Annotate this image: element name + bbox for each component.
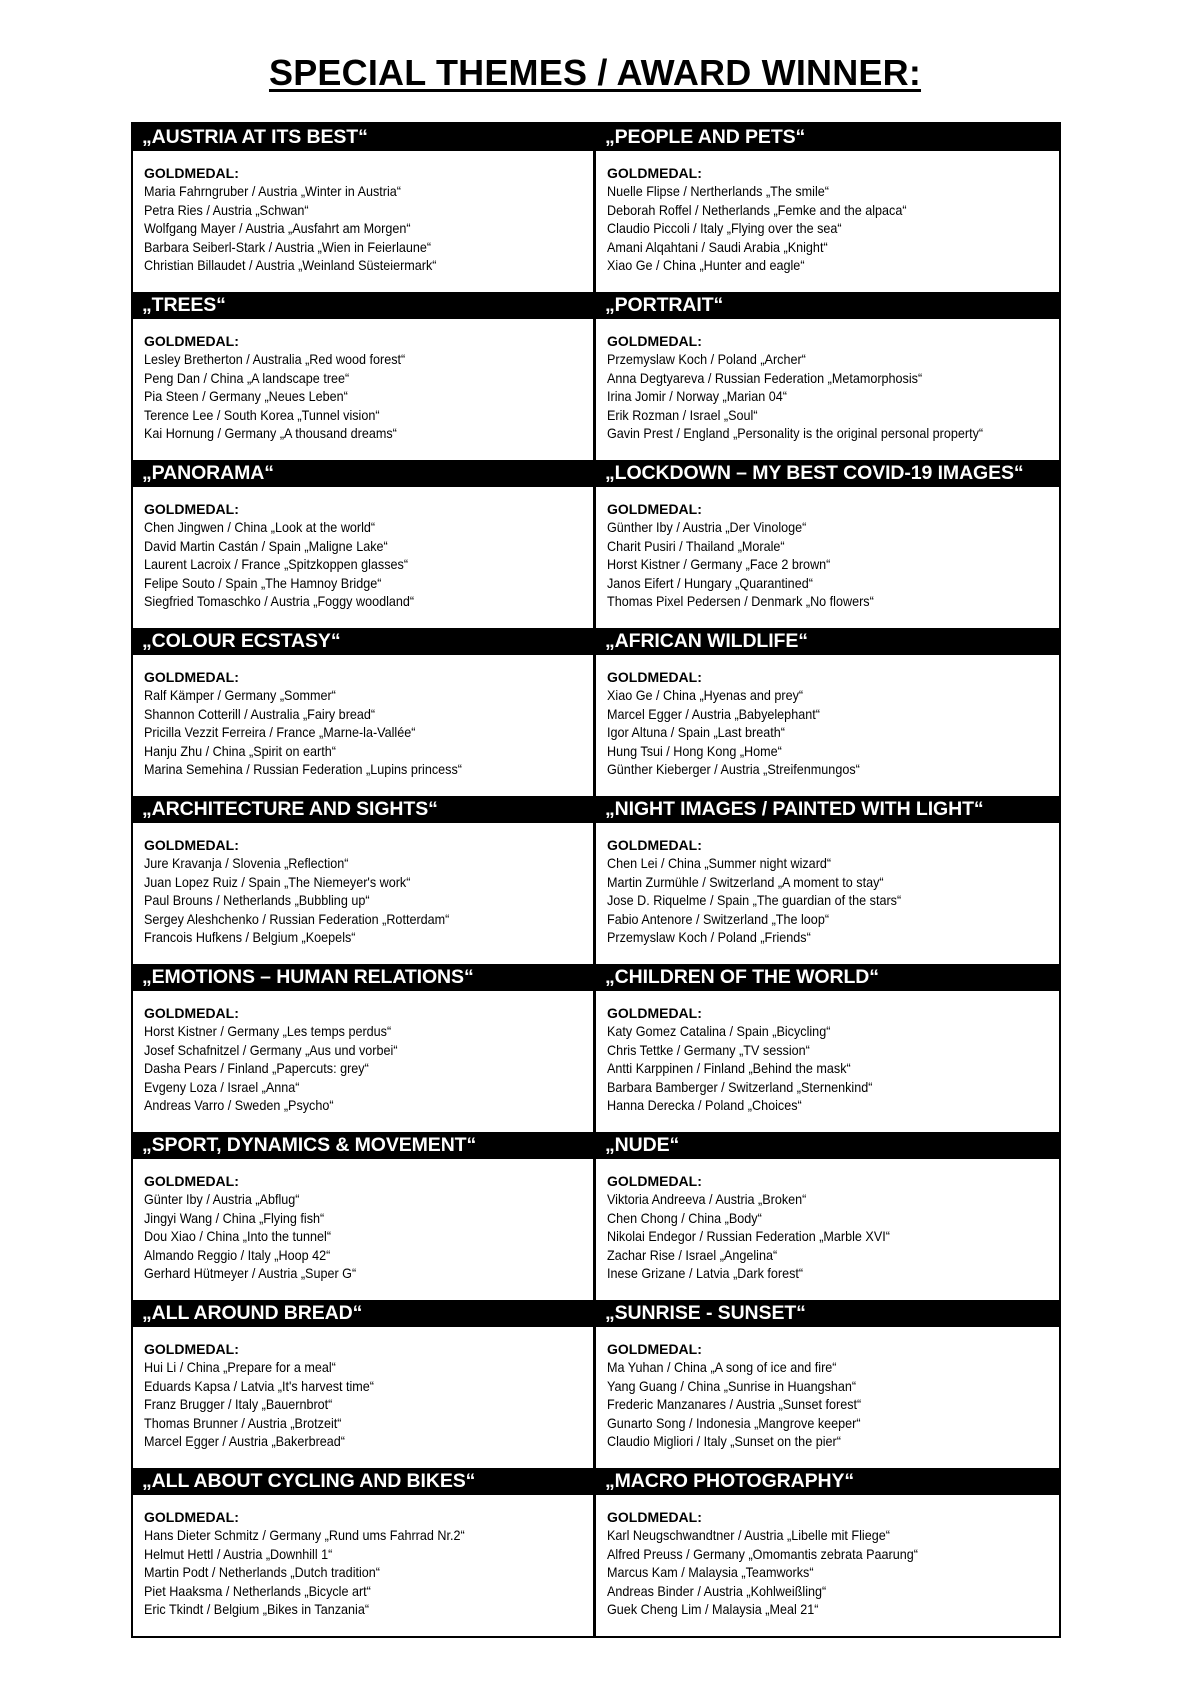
winner-entry: Kai Hornung / Germany „A thousand dreams“ <box>144 425 397 442</box>
winner-entry: Pricilla Vezzit Ferreira / France „Marne-la-Vallée“ <box>144 724 416 741</box>
theme-cell <box>596 1468 1059 1636</box>
winner-list <box>133 1327 593 1450</box>
winner-entry: Jure Kravanja / Slovenia „Reflection“ <box>144 855 349 872</box>
theme-title: „SUNRISE - SUNSET“ <box>596 1300 1059 1327</box>
winner-list <box>133 487 593 610</box>
winner-entry: Xiao Ge / China „Hunter and eagle“ <box>607 257 805 274</box>
theme-cell <box>596 1300 1059 1468</box>
theme-cell <box>596 292 1059 460</box>
theme-title: „AFRICAN WILDLIFE“ <box>596 628 1059 655</box>
winner-entry: Petra Ries / Austria „Schwan“ <box>144 201 309 218</box>
winner-entry: Katy Gomez Catalina / Spain „Bicycling“ <box>607 1023 831 1040</box>
winner-entry: Hui Li / China „Prepare for a meal“ <box>144 1359 336 1376</box>
winner-entry: Thomas Pixel Pedersen / Denmark „No flowers“ <box>607 593 874 610</box>
winner-entry: Günter Iby / Austria „Abflug“ <box>144 1191 300 1208</box>
winner-entry: Lesley Bretherton / Australia „Red wood forest“ <box>144 351 406 368</box>
winner-entry: Christian Billaudet / Austria „Weinland Süsteiermark“ <box>144 257 437 274</box>
winner-list <box>596 487 1059 610</box>
winner-entry: Jose D. Riquelme / Spain „The guardian of the stars“ <box>607 892 902 909</box>
winner-entry: Igor Altuna / Spain „Last breath“ <box>607 724 785 741</box>
theme-title: „COLOUR ECSTASY“ <box>133 628 593 655</box>
winner-entry: Jingyi Wang / China „Flying fish“ <box>144 1209 325 1226</box>
winner-entry: Siegfried Tomaschko / Austria „Foggy woodland“ <box>144 593 415 610</box>
theme-title: „CHILDREN OF THE WORLD“ <box>596 964 1059 991</box>
theme-title: „LOCKDOWN – MY BEST COVID-19 IMAGES“ <box>596 460 1059 487</box>
theme-cell <box>133 460 596 628</box>
table-row <box>133 1132 1059 1300</box>
winner-entry: Viktoria Andreeva / Austria „Broken“ <box>607 1191 807 1208</box>
winner-entry: Dasha Pears / Finland „Papercuts: grey“ <box>144 1060 369 1077</box>
winner-entry: Przemyslaw Koch / Poland „Friends“ <box>607 929 811 946</box>
winner-entry: Barbara Bamberger / Switzerland „Sternenkind“ <box>607 1078 873 1095</box>
winner-entry: Thomas Brunner / Austria „Brotzeit“ <box>144 1414 342 1431</box>
winner-entry: Eduards Kapsa / Latvia „It's harvest time“ <box>144 1377 375 1394</box>
winner-entry: Shannon Cotterill / Australia „Fairy bread“ <box>144 705 376 722</box>
goldmedal-label: GOLDMEDAL: <box>144 1005 239 1021</box>
theme-cell <box>133 628 596 796</box>
goldmedal-label: GOLDMEDAL: <box>144 1509 239 1525</box>
goldmedal-label: GOLDMEDAL: <box>144 669 239 685</box>
winner-entry: Chen Jingwen / China „Look at the world“ <box>144 519 376 536</box>
theme-title: „ALL ABOUT CYCLING AND BIKES“ <box>133 1468 593 1495</box>
goldmedal-label: GOLDMEDAL: <box>607 837 702 853</box>
winner-entry: Irina Jomir / Norway „Marian 04“ <box>607 388 787 405</box>
theme-cell <box>596 124 1059 292</box>
winner-list <box>133 151 593 274</box>
winner-entry: Ralf Kämper / Germany „Sommer“ <box>144 687 336 704</box>
winner-entry: Yang Guang / China „Sunrise in Huangshan“ <box>607 1377 857 1394</box>
winner-entry: Günther Iby / Austria „Der Vinologe“ <box>607 519 807 536</box>
winner-list <box>133 823 593 946</box>
winner-list <box>596 823 1059 946</box>
winner-list <box>596 1495 1059 1618</box>
winner-entry: Przemyslaw Koch / Poland „Archer“ <box>607 351 806 368</box>
winner-entry: Gavin Prest / England „Personality is the original personal property“ <box>607 425 984 442</box>
goldmedal-label: GOLDMEDAL: <box>607 333 702 349</box>
table-row <box>133 1468 1059 1636</box>
table-row <box>133 964 1059 1132</box>
theme-cell <box>133 1300 596 1468</box>
theme-cell <box>133 796 596 964</box>
winner-list <box>596 991 1059 1114</box>
goldmedal-label: GOLDMEDAL: <box>607 669 702 685</box>
winner-entry: Juan Lopez Ruiz / Spain „The Niemeyer's work“ <box>144 873 411 890</box>
winner-list <box>133 1495 593 1618</box>
theme-cell <box>596 796 1059 964</box>
winner-entry: Sergey Aleshchenko / Russian Federation „Rotterdam“ <box>144 910 450 927</box>
winner-entry: Hans Dieter Schmitz / Germany „Rund ums Fahrrad Nr.2“ <box>144 1527 465 1544</box>
winner-list <box>133 655 593 778</box>
winner-entry: Hung Tsui / Hong Kong „Home“ <box>607 742 782 759</box>
winner-entry: Laurent Lacroix / France „Spitzkoppen glasses“ <box>144 556 409 573</box>
winner-entry: Almando Reggio / Italy „Hoop 42“ <box>144 1246 331 1263</box>
winner-entry: Barbara Seiberl-Stark / Austria „Wien in Feierlaune“ <box>144 238 432 255</box>
winner-entry: Andreas Binder / Austria „Kohlweißling“ <box>607 1582 827 1599</box>
winner-list <box>133 319 593 442</box>
winner-entry: Martin Podt / Netherlands „Dutch tradition“ <box>144 1564 381 1581</box>
page-title: SPECIAL THEMES / AWARD WINNER: <box>268 52 922 93</box>
goldmedal-label: GOLDMEDAL: <box>144 1173 239 1189</box>
theme-title: „NIGHT IMAGES / PAINTED WITH LIGHT“ <box>596 796 1059 823</box>
winner-entry: Chen Chong / China „Body“ <box>607 1209 762 1226</box>
winner-entry: Chen Lei / China „Summer night wizard“ <box>607 855 832 872</box>
winner-list <box>133 991 593 1114</box>
winner-entry: Nikolai Endegor / Russian Federation „Marble XVI“ <box>607 1228 890 1245</box>
goldmedal-label: GOLDMEDAL: <box>144 501 239 517</box>
winner-entry: Chris Tettke / Germany „TV session“ <box>607 1041 810 1058</box>
winner-entry: Anna Degtyareva / Russian Federation „Metamorphosis“ <box>607 369 923 386</box>
winner-list <box>596 1327 1059 1450</box>
theme-title: „EMOTIONS – HUMAN RELATIONS“ <box>133 964 593 991</box>
winner-entry: Gunarto Song / Indonesia „Mangrove keeper“ <box>607 1414 861 1431</box>
winner-entry: Charit Pusiri / Thailand „Morale“ <box>607 537 785 554</box>
winner-entry: Horst Kistner / Germany „Les temps perdus“ <box>144 1023 392 1040</box>
goldmedal-label: GOLDMEDAL: <box>144 333 239 349</box>
winner-entry: Karl Neugschwandtner / Austria „Libelle mit Fliege“ <box>607 1527 890 1544</box>
winner-entry: Guek Cheng Lim / Malaysia „Meal 21“ <box>607 1601 819 1618</box>
winner-entry: Günther Kieberger / Austria „Streifenmungos“ <box>607 761 860 778</box>
goldmedal-label: GOLDMEDAL: <box>144 1341 239 1357</box>
goldmedal-label: GOLDMEDAL: <box>607 1509 702 1525</box>
winner-list <box>133 1159 593 1282</box>
award-table <box>131 122 1061 1638</box>
table-row <box>133 460 1059 628</box>
goldmedal-label: GOLDMEDAL: <box>607 1341 702 1357</box>
winner-entry: Franz Brugger / Italy „Bauernbrot“ <box>144 1396 333 1413</box>
table-row <box>133 1300 1059 1468</box>
winner-entry: Andreas Varro / Sweden „Psycho“ <box>144 1097 334 1114</box>
goldmedal-label: GOLDMEDAL: <box>144 837 239 853</box>
winner-entry: Xiao Ge / China „Hyenas and prey“ <box>607 687 804 704</box>
winner-entry: Zachar Rise / Israel „Angelina“ <box>607 1246 778 1263</box>
winner-entry: Horst Kistner / Germany „Face 2 brown“ <box>607 556 831 573</box>
winner-entry: Claudio Migliori / Italy „Sunset on the pier“ <box>607 1433 841 1450</box>
theme-cell <box>596 964 1059 1132</box>
winner-entry: Claudio Piccoli / Italy „Flying over the sea“ <box>607 220 842 237</box>
winner-entry: Peng Dan / China „A landscape tree“ <box>144 369 350 386</box>
winner-entry: Paul Brouns / Netherlands „Bubbling up“ <box>144 892 370 909</box>
table-row <box>133 628 1059 796</box>
goldmedal-label: GOLDMEDAL: <box>607 1173 702 1189</box>
winner-entry: Felipe Souto / Spain „The Hamnoy Bridge“ <box>144 574 382 591</box>
winner-entry: Eric Tkindt / Belgium „Bikes in Tanzania“ <box>144 1601 370 1618</box>
winner-entry: Hanna Derecka / Poland „Choices“ <box>607 1097 802 1114</box>
winner-entry: Piet Haaksma / Netherlands „Bicycle art“ <box>144 1582 371 1599</box>
winner-entry: Helmut Hettl / Austria „Downhill 1“ <box>144 1545 333 1562</box>
theme-title: „PEOPLE AND PETS“ <box>596 124 1059 151</box>
winner-entry: Josef Schafnitzel / Germany „Aus und vorbei“ <box>144 1041 398 1058</box>
theme-cell <box>133 124 596 292</box>
theme-cell <box>133 1132 596 1300</box>
winner-entry: Marina Semehina / Russian Federation „Lupins princess“ <box>144 761 462 778</box>
winner-entry: Alfred Preuss / Germany „Omomantis zebrata Paarung“ <box>607 1545 918 1562</box>
theme-cell <box>596 460 1059 628</box>
winner-entry: Pia Steen / Germany „Neues Leben“ <box>144 388 348 405</box>
theme-title: „SPORT, DYNAMICS & MOVEMENT“ <box>133 1132 593 1159</box>
winner-entry: Martin Zurmühle / Switzerland „A moment to stay“ <box>607 873 884 890</box>
winner-entry: Francois Hufkens / Belgium „Koepels“ <box>144 929 356 946</box>
theme-cell <box>133 964 596 1132</box>
winner-entry: Frederic Manzanares / Austria „Sunset forest“ <box>607 1396 862 1413</box>
winner-entry: Maria Fahrngruber / Austria „Winter in Austria“ <box>144 183 401 200</box>
winner-list <box>596 319 1059 442</box>
table-row <box>133 292 1059 460</box>
theme-cell <box>133 1468 596 1636</box>
winner-entry: Marcel Egger / Austria „Bakerbread“ <box>144 1433 345 1450</box>
winner-list <box>596 655 1059 778</box>
table-row <box>133 124 1059 292</box>
theme-title: „TREES“ <box>133 292 593 319</box>
winner-list <box>596 1159 1059 1282</box>
winner-entry: Hanju Zhu / China „Spirit on earth“ <box>144 742 336 759</box>
winner-entry: Marcus Kam / Malaysia „Teamworks“ <box>607 1564 814 1581</box>
theme-title: „ARCHITECTURE AND SIGHTS“ <box>133 796 593 823</box>
theme-cell <box>133 292 596 460</box>
winner-entry: Nuelle Flipse / Nertherlands „The smile“ <box>607 183 829 200</box>
theme-title: „MACRO PHOTOGRAPHY“ <box>596 1468 1059 1495</box>
winner-entry: Evgeny Loza / Israel „Anna“ <box>144 1078 300 1095</box>
winner-entry: David Martin Castán / Spain „Maligne Lake“ <box>144 537 388 554</box>
goldmedal-label: GOLDMEDAL: <box>607 501 702 517</box>
theme-cell <box>596 1132 1059 1300</box>
theme-title: „NUDE“ <box>596 1132 1059 1159</box>
goldmedal-label: GOLDMEDAL: <box>144 165 239 181</box>
winner-entry: Antti Karppinen / Finland „Behind the mask“ <box>607 1060 851 1077</box>
theme-title: „ALL AROUND BREAD“ <box>133 1300 593 1327</box>
winner-entry: Marcel Egger / Austria „Babyelephant“ <box>607 705 820 722</box>
theme-title: „AUSTRIA AT ITS BEST“ <box>133 124 593 151</box>
table-row <box>133 796 1059 964</box>
theme-title: „PANORAMA“ <box>133 460 593 487</box>
winner-entry: Deborah Roffel / Netherlands „Femke and the alpaca“ <box>607 201 907 218</box>
winner-entry: Ma Yuhan / China „A song of ice and fire“ <box>607 1359 837 1376</box>
winner-entry: Terence Lee / South Korea „Tunnel vision“ <box>144 406 380 423</box>
winner-entry: Dou Xiao / China „Into the tunnel“ <box>144 1228 332 1245</box>
winner-entry: Erik Rozman / Israel „Soul“ <box>607 406 758 423</box>
winner-entry: Janos Eifert / Hungary „Quarantined“ <box>607 574 813 591</box>
theme-cell <box>596 628 1059 796</box>
winner-entry: Inese Grizane / Latvia „Dark forest“ <box>607 1265 804 1282</box>
winner-entry: Fabio Antenore / Switzerland „The loop“ <box>607 910 830 927</box>
winner-entry: Gerhard Hütmeyer / Austria „Super G“ <box>144 1265 357 1282</box>
winner-list <box>596 151 1059 274</box>
winner-entry: Amani Alqahtani / Saudi Arabia „Knight“ <box>607 238 828 255</box>
winner-entry: Wolfgang Mayer / Austria „Ausfahrt am Morgen“ <box>144 220 411 237</box>
theme-title: „PORTRAIT“ <box>596 292 1059 319</box>
goldmedal-label: GOLDMEDAL: <box>607 165 702 181</box>
goldmedal-label: GOLDMEDAL: <box>607 1005 702 1021</box>
